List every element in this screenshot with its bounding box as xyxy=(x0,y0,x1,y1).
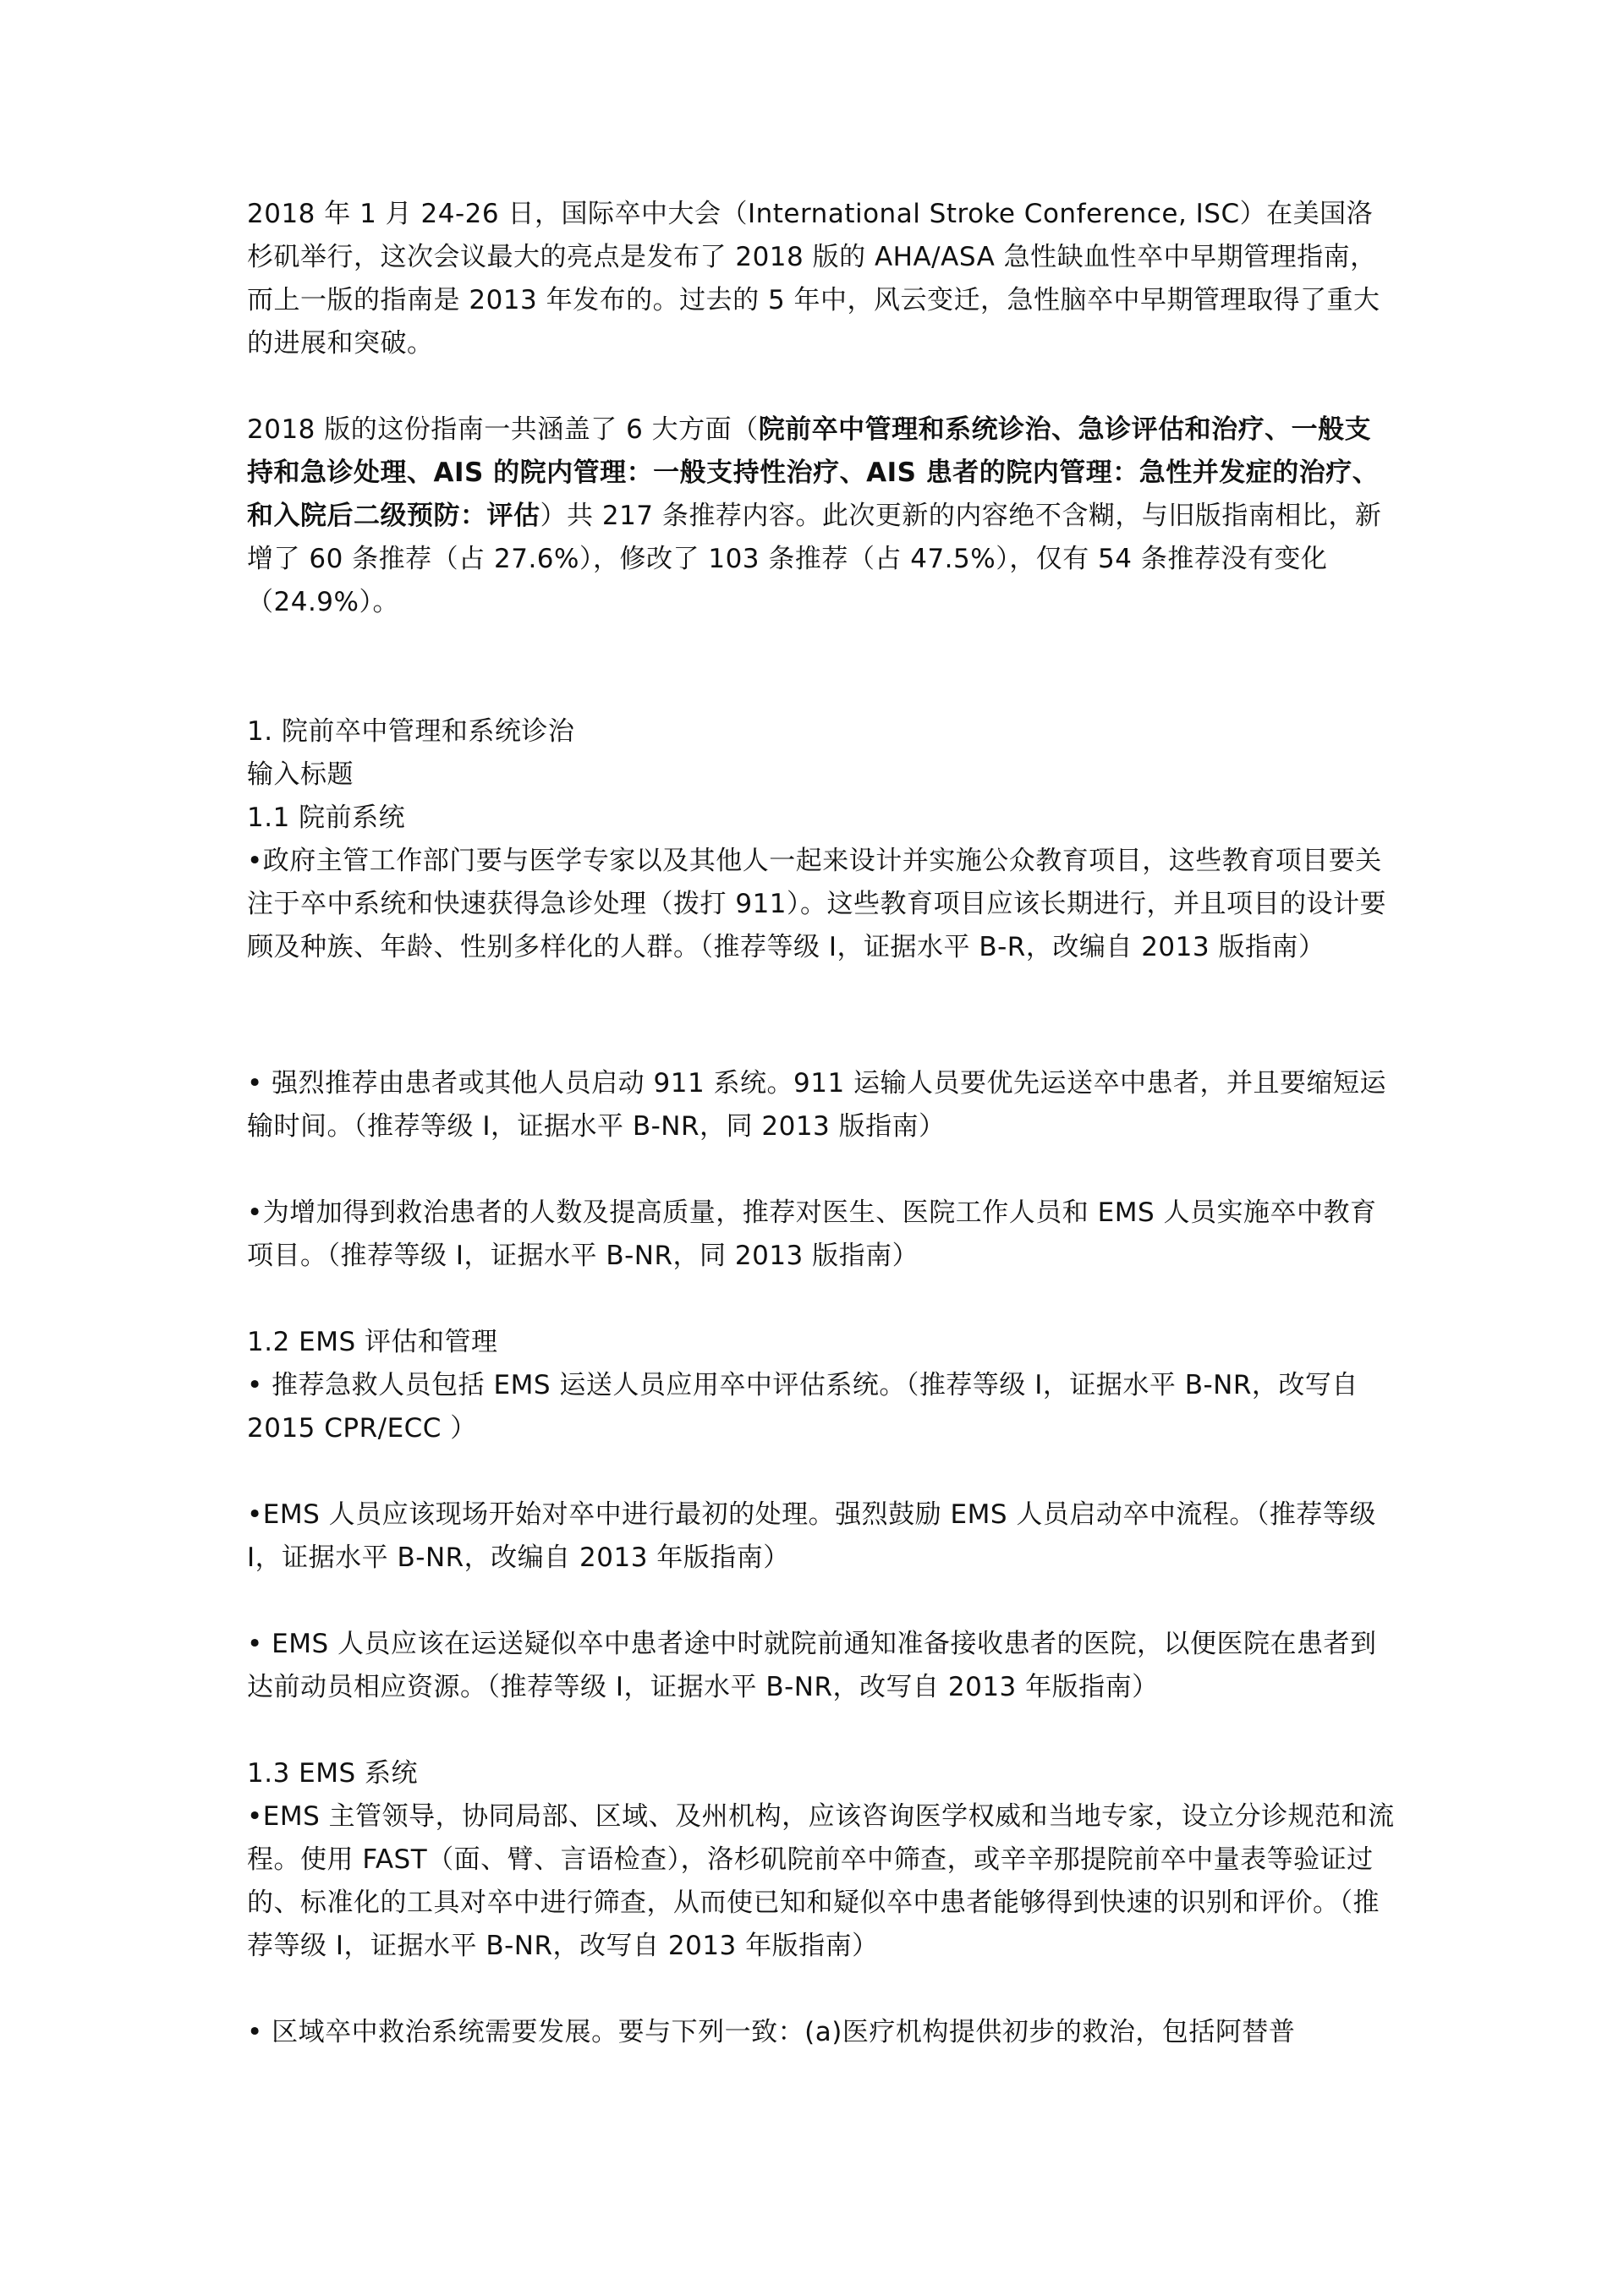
section-1-3-title: 1.3 EMS 系统 xyxy=(247,1758,419,1789)
list-item: • 强烈推荐由患者或其他人员启动 911 系统。911 运输人员要优先运送卒中患者，并且要缩短运输时间。（推荐等级 I，证据水平 B-NR，同 2013 版指南） xyxy=(247,1068,1387,1142)
section-1-subtitle: 输入标题 xyxy=(247,759,354,790)
intro-paragraph-2-start: 2018 版的这份指南一共涵盖了 6 大方面（ xyxy=(247,414,759,445)
list-item: •EMS 主管领导，协同局部、区域、及州机构，应该咨询医学权威和当地专家，设立分诊规范和流程。使用 FAST（面、臂、言语检查），洛杉矶院前卒中筛查，或辛辛那提院前卒中量表等验证过的、标准化的工具对卒中进行筛查，从而使已知和疑似卒中患者能够得到快速的识别和评价。（推荐等级 I，证据水平 B-NR，改写自 2013 年版指南） xyxy=(247,1801,1395,1961)
spacer xyxy=(247,1968,1397,2011)
intro-paragraph-1: 2018 年 1 月 24-26 日，国际卒中大会（International Stroke Conference, ISC）在美国洛杉矶举行，这次会议最大的亮点是发布了 2018 版的 AHA/ASA 急性缺血性卒中早期管理指南，而上一版的指南是 2013 年发布的。过去的 5 年中，风云变迁，急性脑卒中早期管理取得了重大的进展和突破。 xyxy=(247,199,1380,359)
section-1-title: 1. 院前卒中管理和系统诊治 xyxy=(247,716,575,747)
spacer xyxy=(247,1148,1397,1192)
spacer xyxy=(247,1580,1397,1623)
list-item: •为增加得到救治患者的人数及提高质量，推荐对医生、医院工作人员和 EMS 人员实施卒中教育项目。（推荐等级 I，证据水平 B-NR，同 2013 版指南） xyxy=(247,1197,1377,1271)
document-page xyxy=(247,193,1397,2054)
intro-paragraph-2-bold: 院前卒中管理和系统诊治、急诊评估和治疗、一般支持和急诊处理、AIS 的院内管理：一般支持性治疗、AIS 患者的院内管理：急性并发症的治疗、和入院后二级预防：评估 xyxy=(247,414,1380,531)
list-item: •政府主管工作部门要与医学专家以及其他人一起来设计并实施公众教育项目，这些教育项目要关注于卒中系统和快速获得急诊处理（拨打 911）。这些教育项目应该长期进行，并且项目的设计要顾及种族、年龄、性别多样化的人群。（推荐等级 I，证据水平 B-R，改编自 2013 版指南） xyxy=(247,846,1387,962)
spacer xyxy=(247,1709,1397,1752)
intro-paragraph-2 xyxy=(247,408,1397,624)
list-item: • 区域卒中救治系统需要发展。要与下列一致：(a)医疗机构提供初步的救治，包括阿替普 xyxy=(247,2017,1296,2047)
spacer xyxy=(247,1450,1397,1493)
spacer xyxy=(247,1278,1397,1321)
section-1-2-title: 1.2 EMS 评估和管理 xyxy=(247,1327,498,1357)
spacer xyxy=(247,365,1397,408)
intro-paragraph-2-end: ）共 217 条推荐内容。此次更新的内容绝不含糊，与旧版指南相比，新增了 60 条推荐（占 27.6%），修改了 103 条推荐（占 47.5%），仅有 54 条推荐没有变化（24.9%）。 xyxy=(247,501,1382,617)
spacer xyxy=(247,969,1397,1062)
spacer xyxy=(247,624,1397,710)
list-item: • 推荐急救人员包括 EMS 运送人员应用卒中评估系统。（推荐等级 I，证据水平 B-NR，改写自 2015 CPR/ECC ） xyxy=(247,1370,1358,1444)
list-item: • EMS 人员应该在运送疑似卒中患者途中时就院前通知准备接收患者的医院，以便医院在患者到达前动员相应资源。（推荐等级 I，证据水平 B-NR，改写自 2013 年版指南） xyxy=(247,1629,1377,1702)
list-item: •EMS 人员应该现场开始对卒中进行最初的处理。强烈鼓励 EMS 人员启动卒中流程。（推荐等级 I，证据水平 B-NR，改编自 2013 年版指南） xyxy=(247,1499,1376,1573)
section-1-1-title: 1.1 院前系统 xyxy=(247,803,406,833)
